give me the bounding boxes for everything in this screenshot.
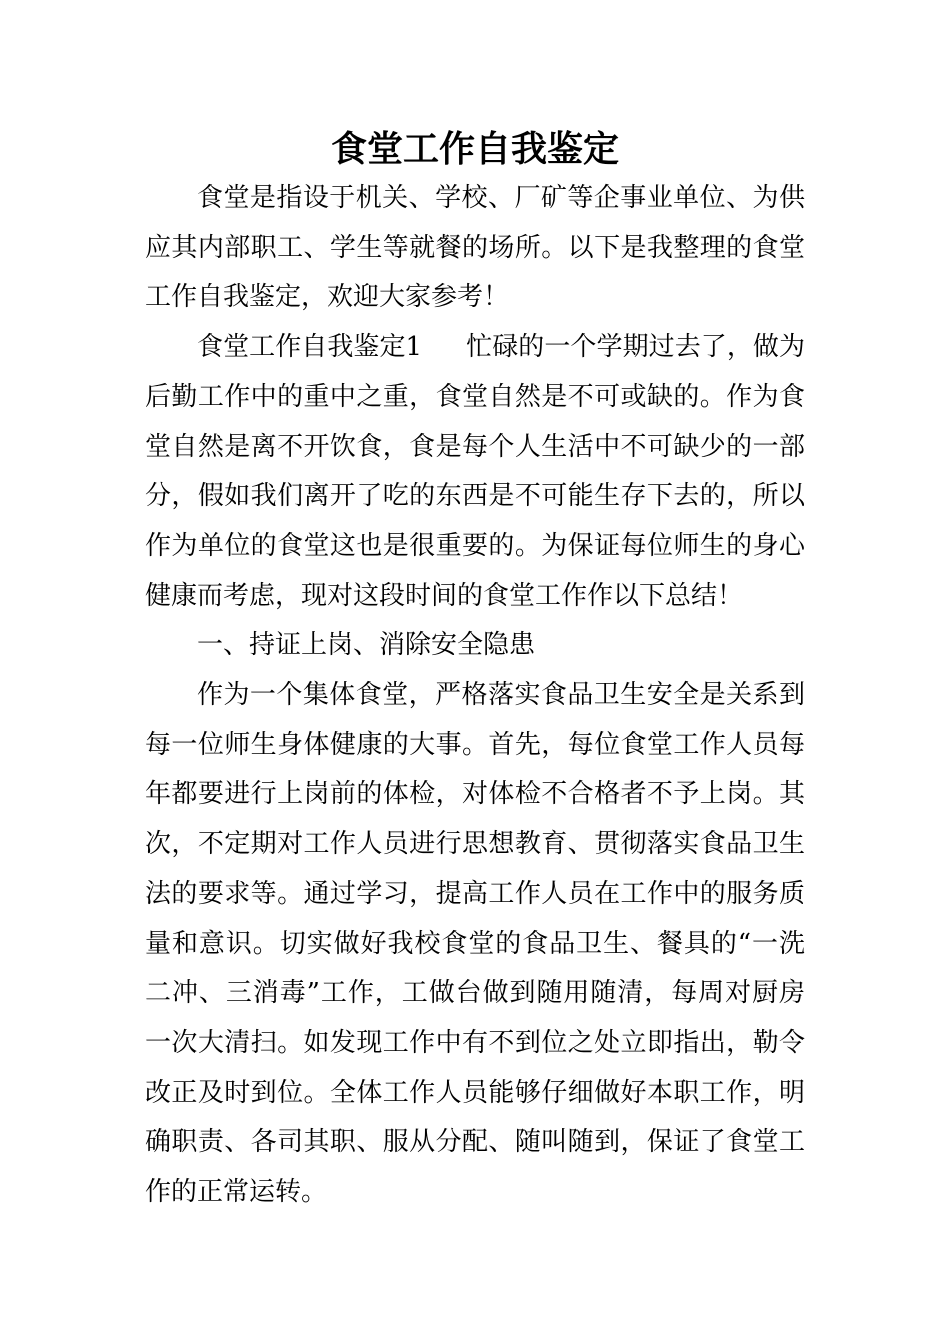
body-paragraph: 作为一个集体食堂，严格落实食品卫生安全是关系到每一位师生身体健康的大事。首先，每位食堂工作人员每年都要进行上岗前的体检，对体检不合格者不予上岗。其次，不定期对工作人员进行思想教育、贯彻落实食品卫生法的要求等。通过学习，提高工作人员在工作中的服务质量和意识。切实做好我校食堂的食品卫生、餐具的“一洗二冲、三消毒”工作，工做台做到随用随清，每周对厨房一次大清扫。如发现工作中有不到位之处立即指出，勒令改正及时到位。全体工作人员能够仔细做好本职工作，明确职责、各司其职、服从分配、随叫随到，保证了食堂工作的正常运转。	[145, 680, 805, 1208]
document-title: 食堂工作自我鉴定	[330, 128, 619, 170]
intro-paragraph: 食堂是指设于机关、学校、厂矿等企事业单位、为供应其内部职工、学生等就餐的场所。以下是我整理的食堂工作自我鉴定，欢迎大家参考！	[145, 183, 805, 313]
document-body	[145, 174, 805, 1218]
heading-paragraph: 一、持证上岗、消除安全隐患	[197, 630, 536, 661]
section1-text: 忙碌的一个学期过去了，做为后勤工作中的重中之重，食堂自然是不可或缺的。作为食堂自然是离不开饮食，食是每个人生活中不可缺少的一部分，假如我们离开了吃的东西是不可能生存下去的，所以作为单位的食堂这也是很重要的。为保证每位师生的身心健康而考虑，现对这段时间的食堂工作作以下总结！	[145, 332, 805, 611]
section1-label: 食堂工作自我鉴定1	[197, 332, 423, 363]
section1-paragraph	[145, 323, 805, 621]
